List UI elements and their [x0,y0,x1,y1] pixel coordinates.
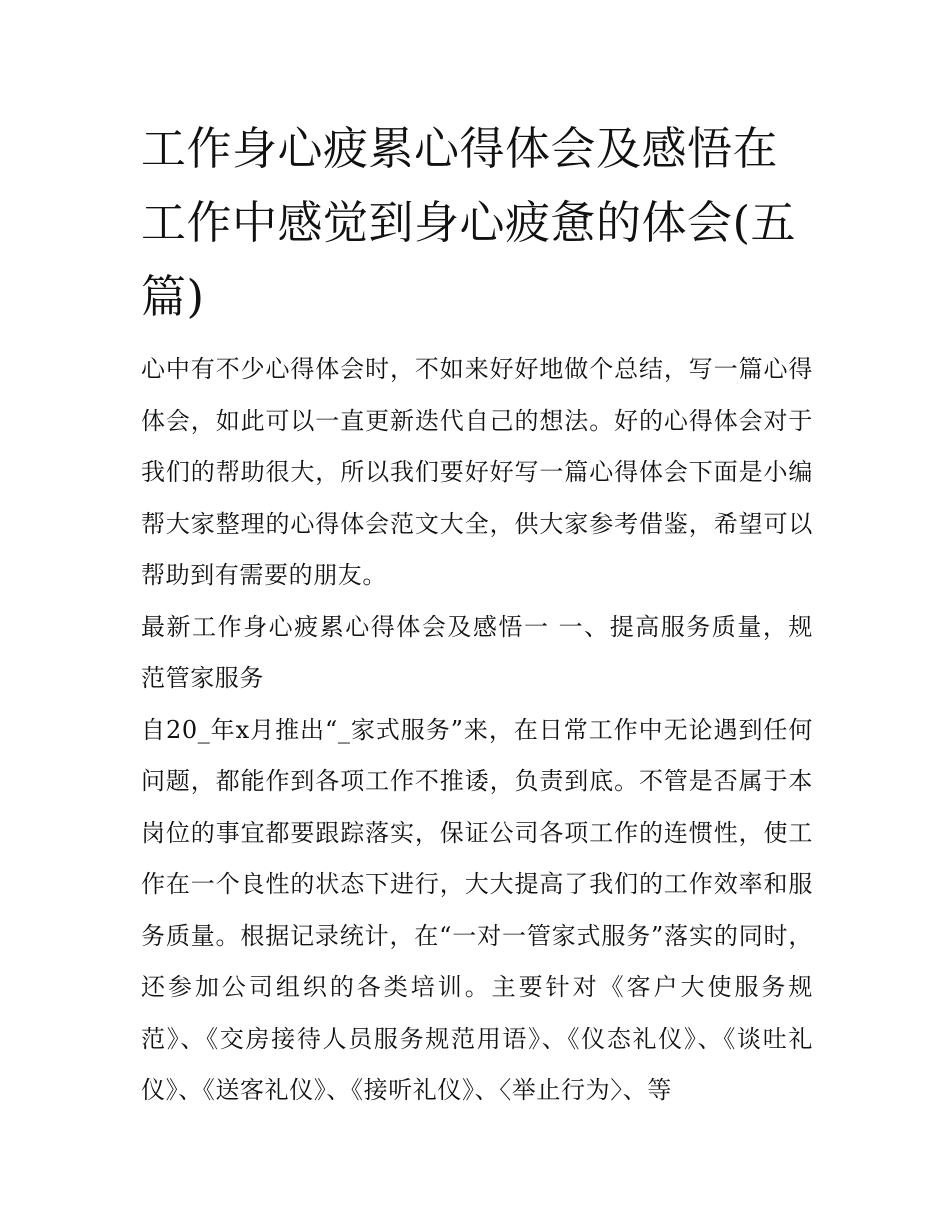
section-heading-paragraph: 最新工作身心疲累心得体会及感悟一 一、提高服务质量，规范管家服务 [141,612,813,692]
body-paragraph: 自20_年x月推出“_家式服务”来，在日常工作中无论遇到任何问题，都能作到各项工作不推诿，负责到底。不管是否属于本岗位的事宜都要跟踪落实，保证公司各项工作的连惯性，使工作在一个良性的状态下进行，大大提高了我们的工作效率和服务质量。根据记录统计，在“一对一管家式服务”落实的同时，还参加公司组织的各类培训。主要针对《客户大使服务规范》、《交房接待人员服务规范用语》、《仪态礼仪》、《谈吐礼仪》、《送客礼仪》、《接听礼仪》、〈举止行为〉、等 [141,715,813,1104]
document-body [141,112,813,1117]
intro-paragraph: 心中有不少心得体会时，不如来好好地做个总结，写一篇心得体会，如此可以一直更新迭代自己的想法。好的心得体会对于我们的帮助很大，所以我们要好好写一篇心得体会下面是小编帮大家整理的心得体会范文大全，供大家参考借鉴，希望可以帮助到有需要的朋友。 [141,355,813,589]
document-title: 工作身心疲累心得体会及感悟在工作中感觉到身心疲惫的体会(五篇) [141,122,797,323]
